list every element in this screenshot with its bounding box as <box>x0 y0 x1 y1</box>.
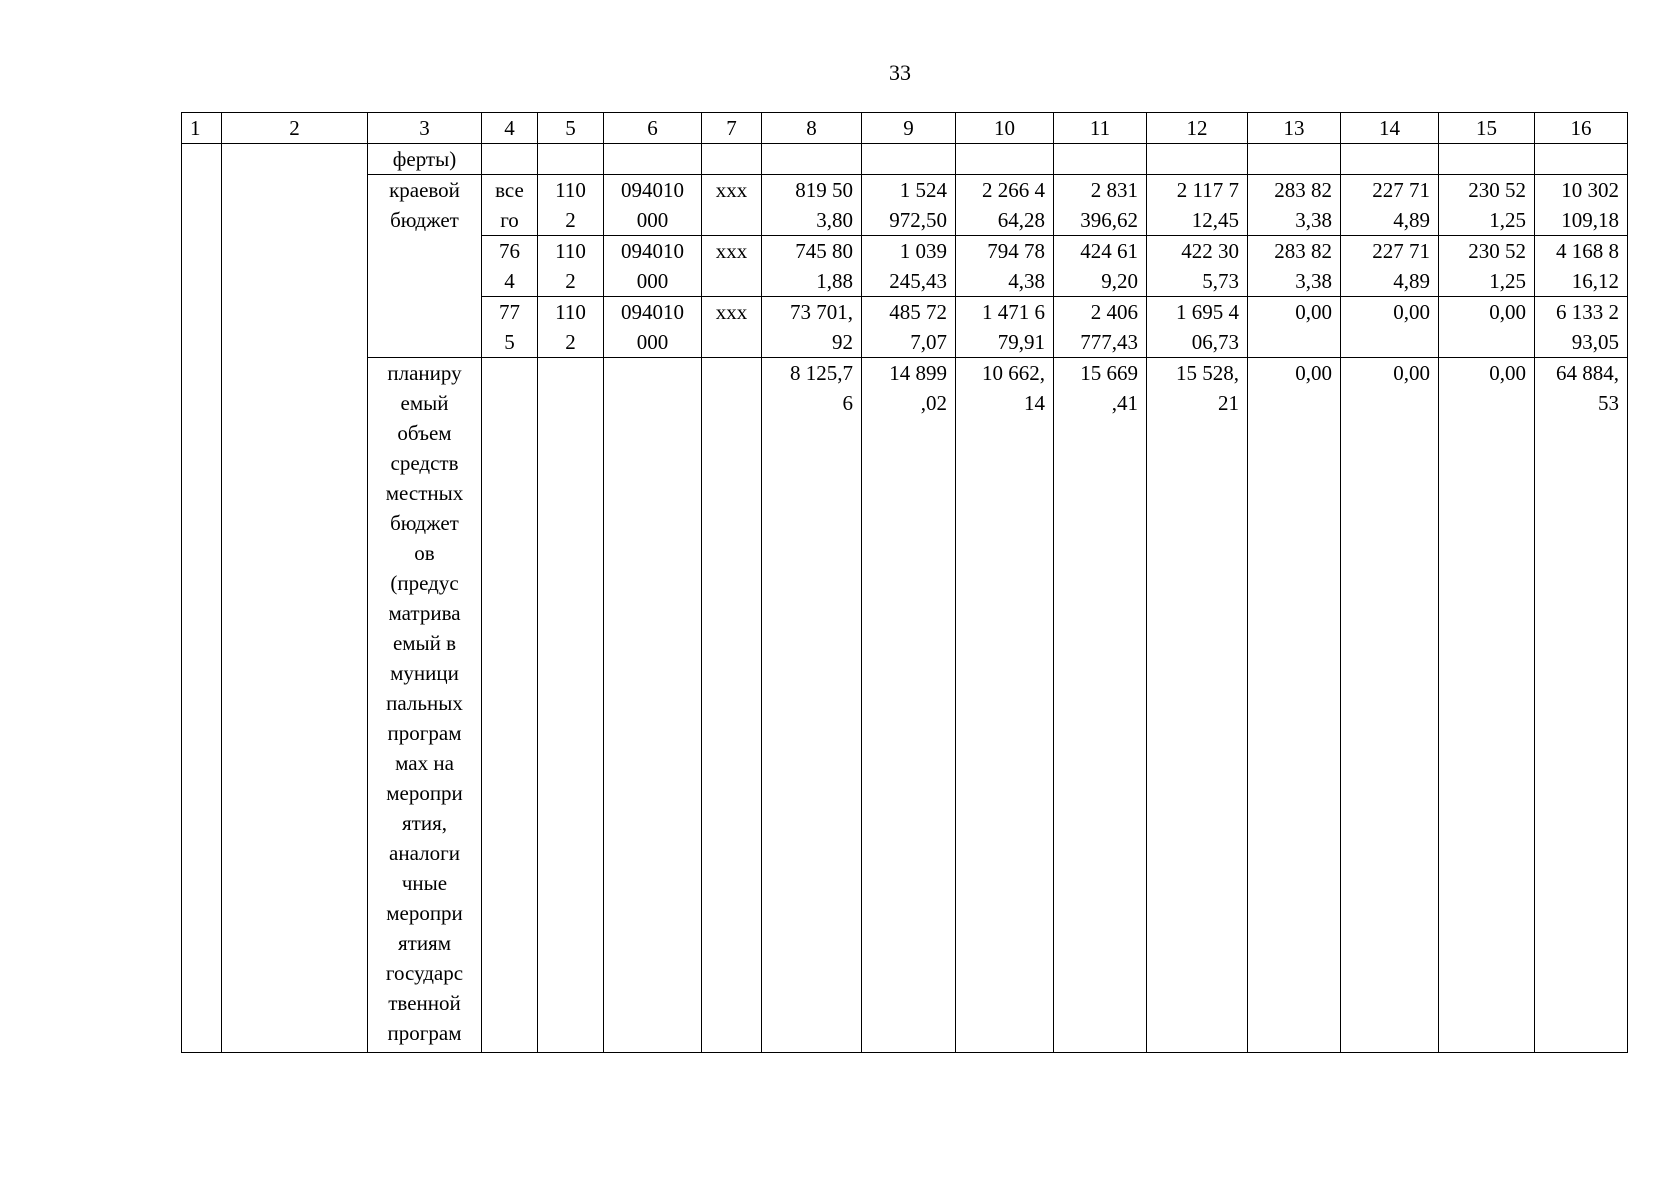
header-cell: 7 <box>702 113 762 144</box>
value-cell: 0,00 <box>1248 358 1341 1053</box>
empty-cell <box>702 358 762 1053</box>
csr-cell: 094010 000 <box>604 297 702 358</box>
value-cell: 485 72 7,07 <box>862 297 956 358</box>
empty-cell <box>862 144 956 175</box>
header-cell: 16 <box>1535 113 1628 144</box>
value-cell: 0,00 <box>1341 358 1439 1053</box>
merged-cell-col2 <box>222 144 368 1053</box>
value-cell: 819 50 3,80 <box>762 175 862 236</box>
header-cell: 10 <box>956 113 1054 144</box>
value-cell: 1 471 6 79,91 <box>956 297 1054 358</box>
value-cell: 1 039 245,43 <box>862 236 956 297</box>
header-cell: 2 <box>222 113 368 144</box>
value-cell: 2 831 396,62 <box>1054 175 1147 236</box>
header-cell: 4 <box>482 113 538 144</box>
rzpr-cell: 110 2 <box>538 297 604 358</box>
header-cell: 15 <box>1439 113 1535 144</box>
grbs-cell: 76 4 <box>482 236 538 297</box>
empty-cell <box>482 358 538 1053</box>
value-cell: 227 71 4,89 <box>1341 175 1439 236</box>
header-row <box>182 113 1628 144</box>
header-cell: 13 <box>1248 113 1341 144</box>
value-cell: 0,00 <box>1248 297 1341 358</box>
page-number: 33 <box>889 60 911 85</box>
value-cell: 73 701, 92 <box>762 297 862 358</box>
rzpr-cell: 110 2 <box>538 236 604 297</box>
funding-source-cell: ферты) <box>368 144 482 175</box>
value-cell: 227 71 4,89 <box>1341 236 1439 297</box>
empty-cell <box>1341 144 1439 175</box>
empty-cell <box>1054 144 1147 175</box>
empty-cell <box>1248 144 1341 175</box>
empty-cell <box>482 144 538 175</box>
empty-cell <box>956 144 1054 175</box>
grbs-cell: все го <box>482 175 538 236</box>
csr-cell: 094010 000 <box>604 175 702 236</box>
value-cell: 0,00 <box>1341 297 1439 358</box>
empty-cell <box>538 358 604 1053</box>
empty-cell <box>1439 144 1535 175</box>
header-cell: 11 <box>1054 113 1147 144</box>
budget-table <box>181 112 1628 1053</box>
header-cell: 9 <box>862 113 956 144</box>
value-cell: 794 78 4,38 <box>956 236 1054 297</box>
table-row <box>182 175 1628 236</box>
value-cell: 15 669 ,41 <box>1054 358 1147 1053</box>
empty-cell <box>538 144 604 175</box>
empty-cell <box>604 358 702 1053</box>
header-cell: 3 <box>368 113 482 144</box>
header-cell: 1 <box>182 113 222 144</box>
value-cell: 14 899 ,02 <box>862 358 956 1053</box>
grbs-cell: 77 5 <box>482 297 538 358</box>
value-cell: 0,00 <box>1439 358 1535 1053</box>
value-cell: 0,00 <box>1439 297 1535 358</box>
value-cell: 283 82 3,38 <box>1248 175 1341 236</box>
empty-cell <box>702 144 762 175</box>
header-cell: 8 <box>762 113 862 144</box>
funding-source-cell: планиру емый объем средств местных бюджет ов (предус матрива емый в муници пальных програм мах на меропри ятия, аналоги чные меропри ятиям государс твенной програм <box>368 358 482 1053</box>
value-cell: 2 117 7 12,45 <box>1147 175 1248 236</box>
rzpr-cell: 110 2 <box>538 175 604 236</box>
budget-table-container <box>181 112 1628 1053</box>
csr-cell: 094010 000 <box>604 236 702 297</box>
value-cell: 4 168 8 16,12 <box>1535 236 1628 297</box>
empty-cell <box>604 144 702 175</box>
empty-cell <box>1147 144 1248 175</box>
empty-cell <box>762 144 862 175</box>
value-cell: 745 80 1,88 <box>762 236 862 297</box>
value-cell: 64 884, 53 <box>1535 358 1628 1053</box>
value-cell: 2 266 4 64,28 <box>956 175 1054 236</box>
value-cell: 10 302 109,18 <box>1535 175 1628 236</box>
value-cell: 8 125,7 6 <box>762 358 862 1053</box>
value-cell: 424 61 9,20 <box>1054 236 1147 297</box>
header-cell: 5 <box>538 113 604 144</box>
value-cell: 1 695 4 06,73 <box>1147 297 1248 358</box>
header-cell: 12 <box>1147 113 1248 144</box>
vr-cell: ххх <box>702 297 762 358</box>
value-cell: 422 30 5,73 <box>1147 236 1248 297</box>
header-cell: 14 <box>1341 113 1439 144</box>
value-cell: 230 52 1,25 <box>1439 236 1535 297</box>
value-cell: 2 406 777,43 <box>1054 297 1147 358</box>
value-cell: 10 662, 14 <box>956 358 1054 1053</box>
vr-cell: ххх <box>702 175 762 236</box>
vr-cell: ххх <box>702 236 762 297</box>
funding-source-cell: краевой бюджет <box>368 175 482 358</box>
header-cell: 6 <box>604 113 702 144</box>
merged-cell-col1 <box>182 144 222 1053</box>
value-cell: 230 52 1,25 <box>1439 175 1535 236</box>
empty-cell <box>1535 144 1628 175</box>
value-cell: 6 133 2 93,05 <box>1535 297 1628 358</box>
value-cell: 15 528, 21 <box>1147 358 1248 1053</box>
value-cell: 1 524 972,50 <box>862 175 956 236</box>
table-row <box>182 144 1628 175</box>
value-cell: 283 82 3,38 <box>1248 236 1341 297</box>
table-row <box>182 358 1628 1053</box>
